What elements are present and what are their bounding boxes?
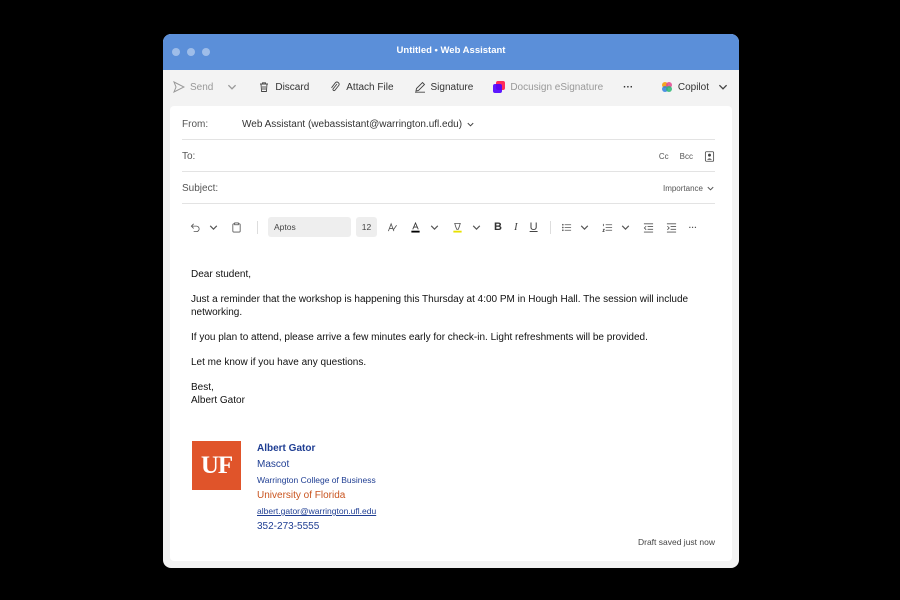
email-signature — [192, 441, 376, 532]
undo-button[interactable] — [190, 222, 219, 233]
docusign-label: Docusign eSignature — [510, 81, 604, 93]
closing: Best, — [191, 382, 214, 393]
importance-dropdown[interactable] — [663, 184, 715, 193]
divider — [550, 221, 551, 234]
underline-button[interactable]: U — [529, 221, 538, 233]
send-icon — [173, 81, 185, 93]
signature-college: Warrington College of Business — [257, 475, 376, 485]
trash-icon — [258, 81, 270, 93]
to-label: To: — [182, 151, 196, 162]
numbered-list-icon — [602, 222, 613, 233]
docusign-button[interactable] — [493, 81, 603, 93]
compose-window — [163, 34, 739, 568]
compose-area — [170, 106, 732, 561]
uf-logo: UF — [192, 441, 241, 490]
subject-label: Subject: — [182, 183, 219, 194]
draft-status: Draft saved just now — [637, 537, 715, 547]
body-paragraph: If you plan to attend, please arrive a few minutes early for check-in. Light refreshments will be provided. — [191, 332, 648, 343]
more-icon: ··· — [623, 81, 634, 93]
chevron-down-icon — [471, 222, 482, 233]
discard-label: Discard — [275, 81, 310, 93]
format-toolbar — [190, 216, 715, 238]
bullets-button[interactable] — [561, 222, 590, 233]
signature-email-link[interactable]: albert.gator@warrington.ufl.edu — [257, 506, 377, 516]
chevron-down-icon[interactable] — [226, 81, 238, 93]
bcc-button[interactable]: Bcc — [679, 152, 693, 161]
italic-button[interactable]: I — [513, 221, 518, 233]
subject-field[interactable] — [182, 174, 715, 204]
font-size-select[interactable]: 12 — [356, 217, 377, 237]
indent-icon — [666, 222, 677, 233]
from-label: From: — [182, 119, 209, 130]
signature-label: Signature — [430, 81, 474, 93]
increase-indent-button[interactable] — [666, 222, 677, 233]
signature-role: Mascot — [257, 459, 290, 470]
chevron-down-icon — [620, 222, 631, 233]
font-family-select[interactable]: Aptos — [268, 217, 351, 237]
send-label: Send — [190, 81, 214, 93]
chevron-down-icon — [429, 222, 440, 233]
send-button[interactable] — [173, 81, 238, 93]
importance-label: Importance — [662, 184, 703, 193]
divider — [257, 221, 258, 234]
docusign-icon — [493, 81, 505, 93]
highlighter-icon — [452, 222, 463, 233]
chevron-down-icon — [706, 184, 715, 193]
to-field[interactable] — [182, 142, 715, 172]
discard-button[interactable] — [258, 81, 309, 93]
more-options-button[interactable] — [623, 82, 633, 93]
attach-file-label: Attach File — [346, 81, 394, 93]
body-paragraph: Just a reminder that the workshop is happening this Thursday at 4:00 PM in Hough Hall. The session will include networking. — [191, 294, 689, 318]
copilot-label: Copilot — [677, 81, 709, 93]
greeting: Dear student, — [191, 269, 252, 280]
copilot-icon — [661, 81, 673, 93]
signature-phone: 352-273-5555 — [257, 521, 320, 532]
undo-icon — [190, 222, 201, 233]
chevron-down-icon — [579, 222, 590, 233]
pen-icon — [414, 81, 426, 93]
chevron-down-icon — [466, 120, 475, 129]
paste-button[interactable] — [231, 222, 242, 233]
attach-file-button[interactable] — [329, 81, 393, 93]
compose-toolbar — [163, 70, 739, 104]
decrease-indent-button[interactable] — [643, 222, 654, 233]
cc-button[interactable]: Cc — [658, 152, 669, 161]
sender-name: Albert Gator — [191, 395, 245, 406]
clear-format-button[interactable] — [387, 222, 398, 233]
format-painter-icon — [387, 222, 398, 233]
font-color-icon — [410, 222, 421, 233]
outdent-icon — [643, 222, 654, 233]
contacts-icon[interactable] — [704, 151, 715, 162]
bullet-list-icon — [561, 222, 572, 233]
title-bar — [163, 34, 739, 70]
from-selector[interactable] — [242, 119, 475, 130]
copilot-button[interactable] — [661, 81, 729, 93]
chevron-down-icon[interactable] — [717, 81, 729, 93]
font-color-button[interactable] — [410, 222, 440, 233]
signature-button[interactable] — [414, 81, 474, 93]
signature-name: Albert Gator — [257, 443, 316, 454]
window-title: Untitled • Web Assistant — [396, 45, 506, 56]
clipboard-icon — [231, 222, 242, 233]
numbering-button[interactable] — [602, 222, 631, 233]
from-value: Web Assistant (webassistant@warrington.ufl.edu) — [242, 119, 463, 130]
message-body[interactable] — [191, 268, 702, 407]
highlight-button[interactable] — [452, 222, 482, 233]
body-paragraph: Let me know if you have any questions. — [191, 357, 367, 368]
from-field — [182, 110, 715, 140]
more-format-button[interactable]: ··· — [688, 222, 698, 232]
bold-button[interactable]: B — [494, 221, 502, 233]
signature-university: University of Florida — [257, 490, 346, 501]
chevron-down-icon — [208, 222, 219, 233]
paperclip-icon — [329, 81, 341, 93]
